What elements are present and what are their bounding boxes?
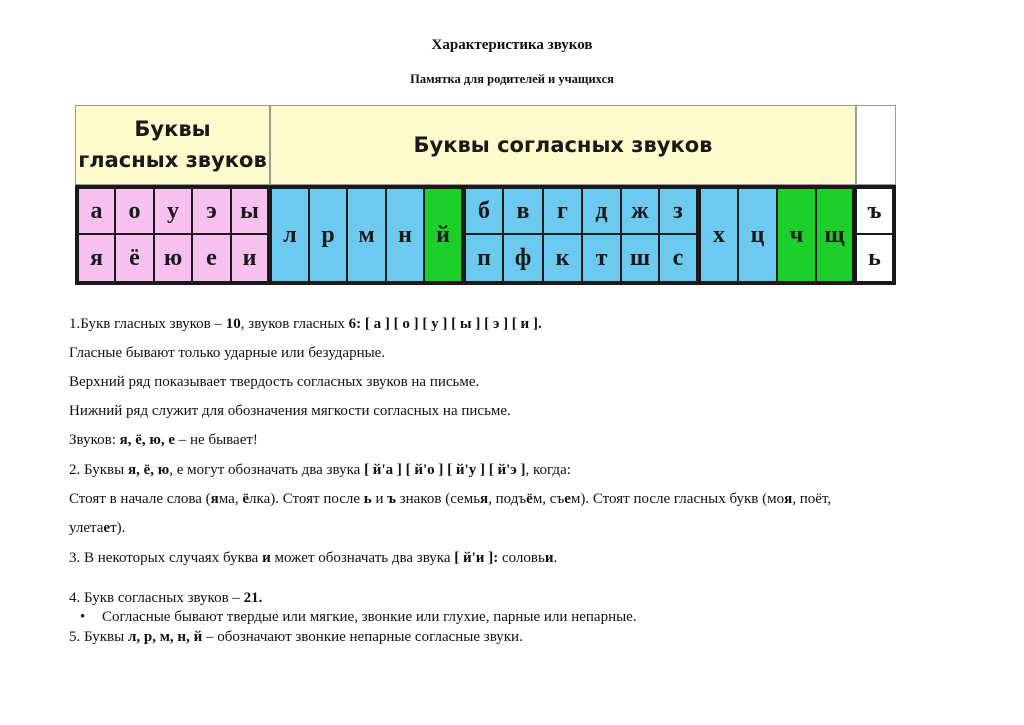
vowels-header-line1: Буквы	[134, 117, 211, 141]
letter-cell: л	[272, 189, 308, 281]
text-line-10: 4. Букв согласных звуков – 21.	[69, 590, 263, 606]
text-line-8: улетает).	[69, 520, 126, 536]
text-line-7: Стоят в начале слова (яма, ёлка). Стоят после ь и ъ знаков (семья, подъём, съем). Стоят после гласных букв (моя, поёт,	[69, 491, 832, 507]
letter-cell: и	[232, 235, 267, 281]
bullet-icon: •	[80, 609, 86, 625]
letter-cell: щ	[817, 189, 852, 281]
letter-cell: ф	[504, 235, 542, 281]
vowels-header-line2: гласных звуков	[78, 148, 267, 172]
letter-cell: к	[544, 235, 581, 281]
letter-cell: ё	[116, 235, 153, 281]
letter-cell: б	[466, 189, 502, 233]
text-line-1: 1.Букв гласных звуков – 10, звуков гласных 6: [ а ] [ о ] [ у ] [ ы ] [ э ] [ и ].	[69, 316, 542, 332]
text-line-3: Верхний ряд показывает твердость согласных звуков на письме.	[69, 374, 480, 390]
letter-cell: г	[544, 189, 581, 233]
text-line-12: 5. Буквы л, р, м, н, й – обозначают звонкие непарные согласные звуки.	[69, 629, 523, 645]
bullet-item: • Согласные бывают твердые или мягкие, звонкие или глухие, парные или непарные.	[80, 609, 637, 625]
letter-cell: м	[348, 189, 385, 281]
letters-table	[75, 105, 896, 285]
letter-cell: х	[701, 189, 737, 281]
letter-cell: й	[425, 189, 461, 281]
letter-cell: в	[504, 189, 542, 233]
letter-cell: ю	[155, 235, 191, 281]
letter-cell: ц	[739, 189, 776, 281]
letter-cell: о	[116, 189, 153, 233]
letter-cell: я	[79, 235, 114, 281]
consonants-header	[270, 105, 856, 185]
text-line-6: 2. Буквы я, ё, ю, е могут обозначать два звука [ й'а ] [ й'о ] [ й'у ] [ й'э ], когда:	[69, 462, 571, 478]
vowels-header	[75, 105, 270, 185]
letters-grid	[75, 185, 896, 285]
letter-cell: э	[193, 189, 230, 233]
text-line-2: Гласные бывают только ударные или безударные.	[69, 345, 386, 361]
letter-cell: ъ	[857, 189, 892, 233]
letter-cell: ч	[778, 189, 815, 281]
letter-cell: ь	[857, 235, 892, 281]
letter-cell: н	[387, 189, 423, 281]
letter-cell: ш	[622, 235, 658, 281]
page-title: Характеристика звуков	[431, 37, 593, 53]
signs-header	[856, 105, 896, 185]
letter-cell: ы	[232, 189, 267, 233]
letter-cell: т	[583, 235, 620, 281]
consonants-header-label: Буквы согласных звуков	[413, 133, 713, 157]
letter-cell: с	[660, 235, 696, 281]
letter-cell: а	[79, 189, 114, 233]
page-subtitle: Памятка для родителей и учащихся	[410, 72, 614, 86]
letter-cell: у	[155, 189, 191, 233]
text-line-4: Нижний ряд служит для обозначения мягкости согласных на письме.	[69, 403, 511, 419]
letter-cell: ж	[622, 189, 658, 233]
text-line-9: 3. В некоторых случаях буква и может обозначать два звука [ й'и ]: соловьи.	[69, 550, 558, 566]
letter-cell: з	[660, 189, 696, 233]
letter-cell: п	[466, 235, 502, 281]
text-line-5: Звуков: я, ё, ю, е – не бывает!	[69, 432, 258, 448]
letter-cell: д	[583, 189, 620, 233]
letter-cell: е	[193, 235, 230, 281]
letter-cell: р	[310, 189, 346, 281]
